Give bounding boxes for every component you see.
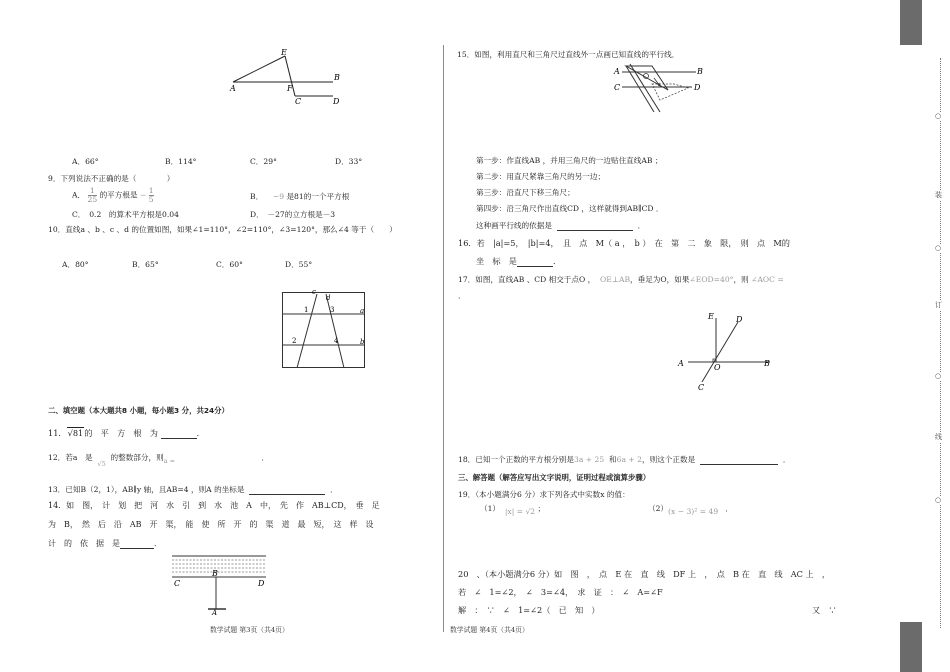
binding-tab-bottom [900, 622, 922, 672]
q9-option-d: D． －27的立方根是－3 [250, 210, 336, 219]
q20-line1: 20 、（本小题满分6 分）如 图 ， 点 E 在 直 线 DF 上 ， 点 B 在 直 线 AC 上 ， [458, 569, 831, 579]
q10-option-c: C．60° [216, 260, 243, 269]
angle-2: 2 [292, 337, 297, 345]
q9-stem: 9．下列说法不正确的是（ ） [48, 174, 175, 183]
label-b: b [360, 338, 365, 346]
q19-part-1: （1） |x| = √2 ； [480, 504, 546, 516]
q13: 13．已知B（2，1），AB∥y 轴，且AB=4 ，则A 的坐标是 ． [48, 485, 338, 494]
label-D: D [736, 315, 743, 324]
q14-line1: 14．如 图， 计 划 把 河 水 引 到 水 池 A 中， 先 作 AB⊥CD， 垂 足 [48, 501, 380, 510]
q14-figure [168, 553, 272, 615]
rail-char: ○ [935, 496, 942, 504]
q10-option-b: B．65° [132, 260, 159, 269]
q15-step-3: 第三步：沿直尺下移三角尺； [476, 188, 575, 197]
label-d: d [326, 294, 331, 302]
label-D: D [333, 97, 340, 106]
binding-margin [896, 0, 950, 672]
label-B: B [697, 67, 703, 76]
q8-option-c: C．29° [250, 157, 277, 166]
q19-part-2: （2）(x − 3)² = 49 ． [648, 504, 734, 516]
rail-char: 装 [935, 191, 942, 199]
q15-figure [608, 62, 708, 116]
label-A: A [212, 609, 218, 615]
q16-line2: 坐 标 是 ． [476, 256, 562, 266]
q10-figure [282, 286, 370, 370]
label-c: c [312, 288, 316, 296]
q8-option-b: B．114° [165, 157, 197, 166]
label-D: D [694, 83, 701, 92]
q20-line3: 解 ： ∵ ∠ 1=∠2（ 已 知 ） [458, 605, 600, 615]
q15-step-2: 第二步：用直尺紧靠三角尺的另一边； [476, 172, 606, 181]
label-B: B [212, 569, 218, 578]
label-E: E [708, 312, 714, 321]
q17-figure [676, 308, 780, 394]
angle-1: 1 [304, 306, 309, 314]
label-B: B [764, 359, 770, 368]
rail-char: ○ [935, 244, 942, 252]
page-divider [443, 45, 444, 632]
label-C: C [698, 383, 705, 392]
q16-line1: 16．若 |a|=5， |b|=4， 且 点 M（ a ， b ） 在 第 二 象 限， 则 点 M的 [458, 238, 790, 248]
rail-char: ○ [935, 372, 942, 380]
label-C: C [295, 97, 302, 106]
label-A: A [230, 84, 236, 93]
q8-option-d: D．33° [335, 157, 363, 166]
label-A: A [614, 67, 620, 76]
page-footer-left: 数学试题 第3页（共4页） [210, 626, 289, 634]
binding-dotted-line [940, 58, 941, 628]
label-C: C [174, 579, 181, 588]
q12: 12．若a 是 √5 的整数部分，则a = ． [48, 453, 270, 468]
q15-step-1: 第一步：作直线AB ，并用三角尺的一边贴住直线AB ； [476, 156, 663, 165]
q9-option-b: B． −9 是81的一个平方根 [250, 192, 350, 201]
label-C: C [614, 83, 621, 92]
q15-step-4: 第四步：沿三角尺作出直线CD ，这样就得到AB∥CD ． [476, 204, 664, 213]
label-O: O [714, 363, 721, 372]
q15-stem: 15．如图，利用直尺和三角尺过直线外一点画已知直线的平行线． [457, 50, 680, 59]
q10-stem: 10．直线a 、b 、c 、d 的位置如图，如果∠1=110°，∠2=110°，∠3=120°，那么∠4 等于（ ） [48, 225, 397, 234]
q8-option-a: A．66° [72, 157, 99, 166]
label-F: F [287, 84, 293, 93]
page-footer-right: 数学试题 第4页（共4页） [450, 626, 529, 634]
label-a: a [360, 307, 365, 315]
label-E: E [281, 48, 287, 57]
angle-3: 3 [330, 306, 335, 314]
q17-stem: 17．如图，直线AB 、CD 相交于点O ， OE⊥AB，垂足为O，如果∠EOD=40°，则 ∠AOC = [458, 275, 784, 284]
label-B: B [334, 73, 340, 82]
q15-basis: 这种画平行线的依据是 ． [476, 221, 646, 230]
q10-option-d: D．55° [285, 260, 313, 269]
label-A: A [678, 359, 684, 368]
rail-char: 线 [935, 433, 942, 441]
q11: 11．√81的 平 方 根 为 ． [48, 428, 205, 438]
q20-line2: 若 ∠ 1=∠2， ∠ 3=∠4， 求 证 ： ∠ A=∠F [458, 587, 663, 597]
q9-option-a: A． $\frac{1}{25}$ 的平方根是 − $\frac{1}{5}$ [72, 186, 154, 204]
section-3-heading: 三、解答题（解答应写出文字说明，证明过程或演算步骤） [458, 473, 651, 482]
q9-option-c: C． 0.2 的算术平方根是0.04 [72, 210, 179, 219]
binding-tab-top [900, 0, 922, 45]
rail-char: 订 [935, 301, 942, 309]
q14-line2: 为 B， 然 后 沿 AB 开 渠， 能 使 所 开 的 渠 道 最 短， 这 样 设 [48, 520, 374, 529]
angle-4: 4 [334, 337, 339, 345]
section-2-heading: 二、填空题（本大题共8 小题，每小题3 分，共24分） [48, 406, 229, 415]
q14-line3: 计 的 依 据 是 ． [48, 539, 162, 548]
q19-stem: 19．（本小题满分6 分）求下列各式中实数x 的值： [458, 490, 630, 499]
label-D: D [258, 579, 265, 588]
rail-char: ○ [935, 112, 942, 120]
q20-line3-right: 又 ∵ [812, 605, 837, 615]
q8-figure [225, 46, 355, 108]
q10-option-a: A．80° [62, 260, 89, 269]
q18: 18．已知一个正数的平方根分别是3a + 25 和6a + 2，则这个正数是 ． [458, 455, 791, 464]
q17-dot: ． [458, 291, 466, 300]
